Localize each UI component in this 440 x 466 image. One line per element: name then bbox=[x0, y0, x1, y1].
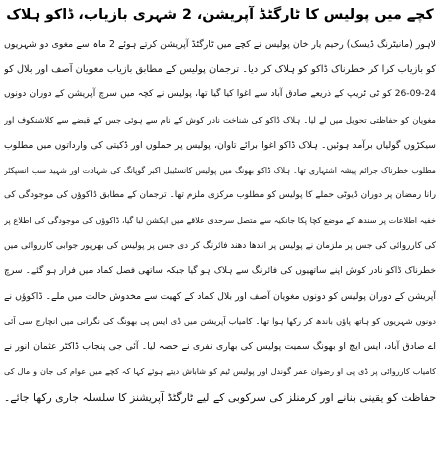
article-line: کی کارروائی کی جس پر ملزمان نے پولیس پر اندھا دھند فائرنگ کر دی جس پر پولیس کی بھرپور جوابی کارروائی میں bbox=[4, 240, 436, 251]
article-line: لاہور (مانیٹرنگ ڈیسک) رحیم یار خان پولیس نے کچے میں ٹارگٹڈ آپریشن کرتے ہوئے 2 ماہ سے مغوی دو شہریوں bbox=[4, 39, 436, 50]
article-line: حفاظت کو یقینی بنانے اور کرمنلز کی سرکوبی کے لیے ٹارگٹڈ آپریشنز کا سلسلہ جاری رکھا جائے۔ bbox=[4, 390, 436, 404]
article-line: آپریشن کے دوران پولیس کو دونوں مغویان آصف اور بلال کماد کے کھیت سے مخدوش حالت میں ملے۔ ڈاکوؤں نے bbox=[4, 290, 436, 302]
article-line: دونوں شہریوں کو ہاتھ پاؤں باندھ کر رکھا ہوا تھا۔ کامیاب آپریشن میں ڈی ایس پی بھونگ کی نگرانی میں انچارج سی آئی bbox=[4, 316, 436, 327]
article-line: خطرناک ڈاکو نادر کوش اپنے ساتھیوں کی فائرنگ سے ہلاک ہو گیا جبکہ ساتھی فصل کماد میں فرار ہو گئے۔ سرچ bbox=[4, 265, 436, 276]
article-body bbox=[4, 32, 436, 410]
article-line: اے صادق آباد، ایس ایچ او بھونگ سمیت پولیس کی بھاری نفری نے حصہ لیا۔ آئی جی پنجاب ڈاکٹر عثمان انور نے bbox=[4, 341, 436, 353]
article-line: مطلوب خطرناک جرائم پیشہ اشتہاری تھا۔ ہلاک ڈاکو بھونگ میں پولیس کانسٹیبل اکبر گوپانگ کی شہادت اور شہید سب انسپکٹر bbox=[4, 165, 436, 175]
news-article bbox=[4, 2, 436, 464]
article-headline: کچے میں پولیس کا ٹارگٹڈ آپریشن، 2 شہری بازیاب، ڈاکو ہلاک bbox=[6, 7, 434, 23]
article-line: 26-09-24 کو ٹی ٹریپ کے ذریعے صادق آباد سے اغوا کیا گیا تھا، پولیس نے کچہ میں سرچ آپریشن کے دوران دونوں bbox=[4, 89, 436, 100]
article-line: کو بازیاب کرا کر خطرناک ڈاکو کو ہلاک کر دیا۔ ترجمان پولیس کے مطابق بازیاب مغویان آصف اور بلال کو bbox=[4, 64, 436, 76]
article-line: رانا رمضان پر دوران ڈیوٹی حملے کا پولیس کو مطلوب مرکزی ملزم تھا۔ ترجمان کے مطابق ڈاکوؤں کی موجودگی کی bbox=[4, 190, 436, 201]
article-line: مغویان کو حفاظتی تحویل میں لے لیا۔ ہلاک ڈاکو کی شناخت نادر کوش کے نام سے ہوئی جس کے قبضے سے کلاشنکوف اور bbox=[4, 114, 436, 125]
article-line: سیکڑوں گولیاں برآمد ہوئیں۔ ہلاک ڈاکو اغوا برائے تاوان، پولیس پر حملوں اور ڈکیتی کی وارداتوں میں مطلوب bbox=[4, 139, 436, 151]
article-line: خفیہ اطلاعات پر سندھ کے موضع کچا پکا جانکیہ سے متصل سرحدی علاقے میں ایکشن لیا گیا، ڈاکوؤں کی موجودگی کی اطلاع پر bbox=[4, 215, 436, 226]
article-line: کامیاب کارروائی پر ڈی پی او رضوان عمر گوندل اور پولیس ٹیم کو شاباش دیتے ہوئے کہا کہ کچے میں عوام کی جان و مال کی bbox=[4, 366, 436, 377]
